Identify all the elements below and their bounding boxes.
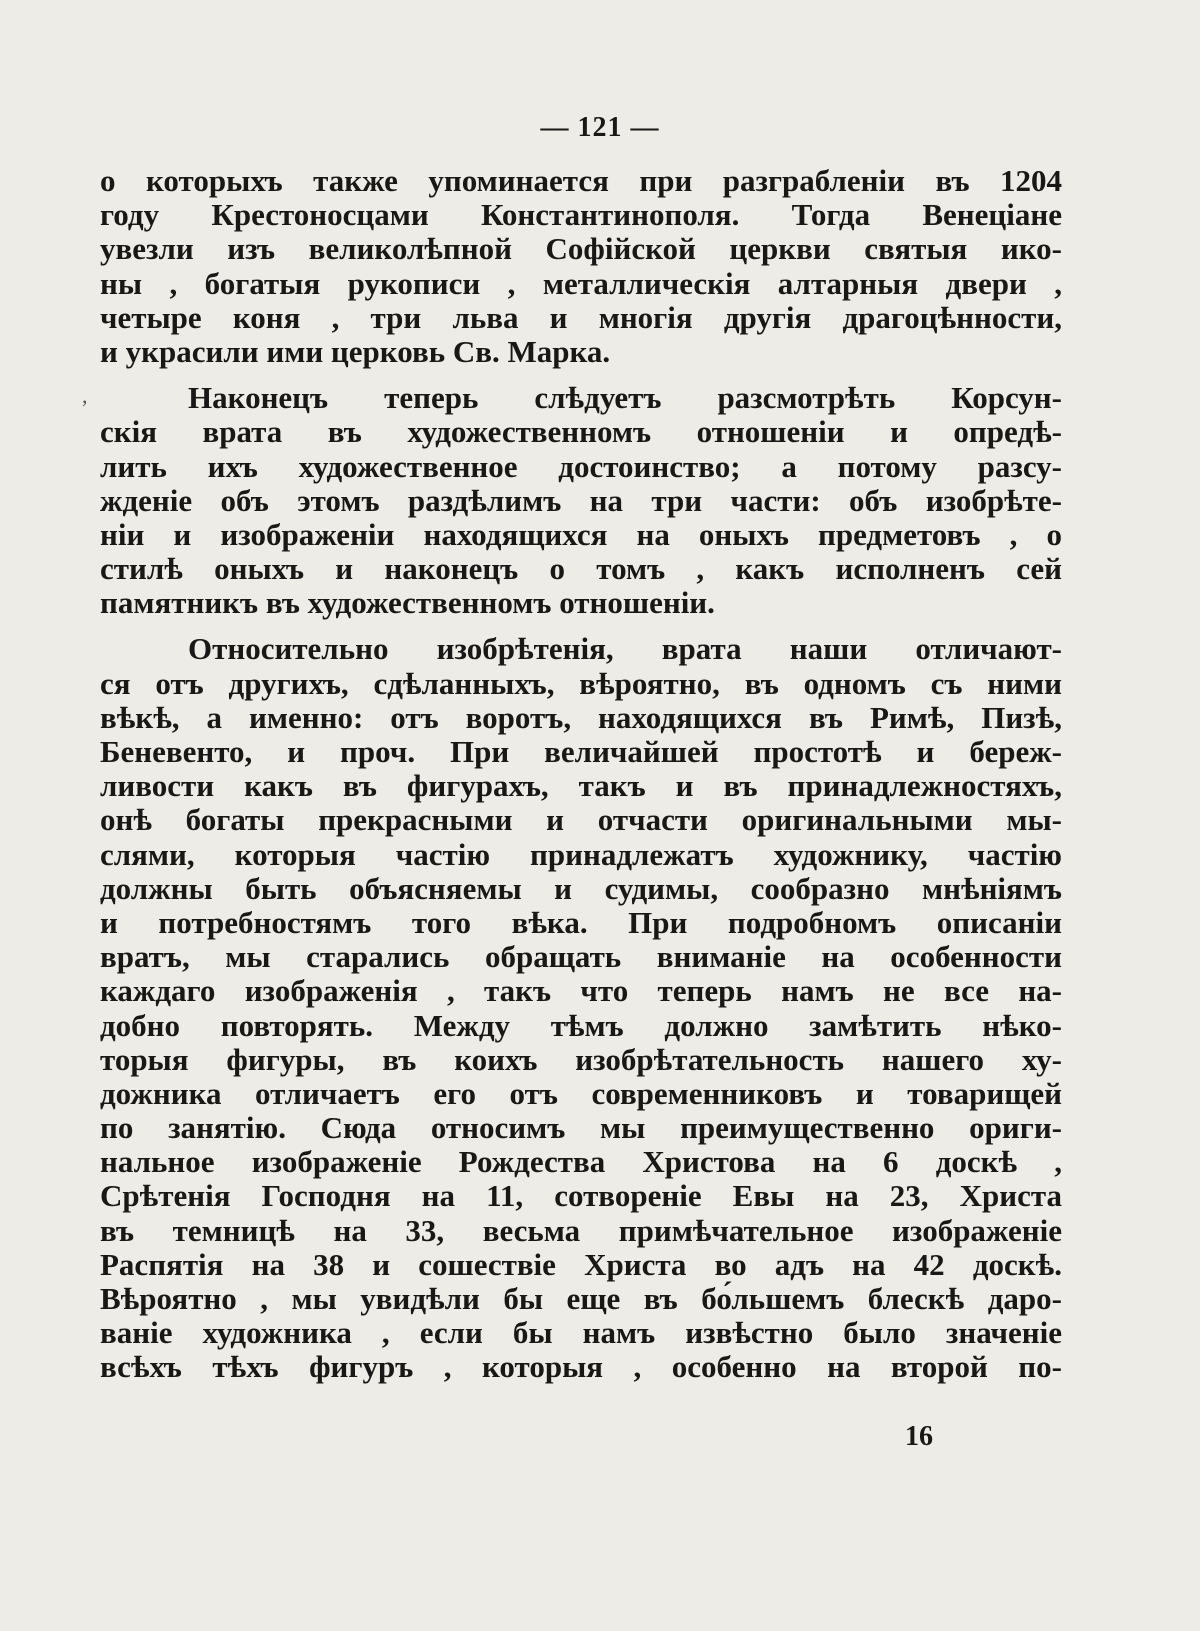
text-line: и украсили ими церковь Св. Марка. xyxy=(100,333,611,369)
text-line: ніи и изображеніи находящихся на оныхъ предметовъ , о xyxy=(100,516,1062,552)
paragraph-3 xyxy=(100,632,1062,1384)
text-line: ливости какъ въ фигурахъ, такъ и въ принадлежностяхъ, xyxy=(100,768,1062,804)
text-line: Относительно изобрѣтенія, врата наши отличают- xyxy=(188,631,1062,667)
text-line: каждаго изображенія , такъ что теперь намъ не все на- xyxy=(100,973,1062,1009)
text-line: ся отъ другихъ, сдѣланныхъ, вѣроятно, въ одномъ съ ними xyxy=(100,665,1062,701)
text-line: ны , богатыя рукописи , металлическія алтарныя двери , xyxy=(100,265,1062,301)
text-line: и потребностямъ того вѣка. При подробномъ описаніи xyxy=(100,904,1062,940)
text-line: всѣхъ тѣхъ фигуръ , которыя , особенно на второй по- xyxy=(100,1349,1062,1385)
text-line: по занятію. Сюда относимъ мы преимущественно ориги- xyxy=(100,1110,1062,1146)
text-line: о которыхъ также упоминается при разграбленіи въ 1204 xyxy=(100,163,1062,198)
body-text xyxy=(100,164,1062,1385)
text-line: онѣ богаты прекрасными и отчасти оригинальными мы- xyxy=(100,802,1062,838)
paragraph-1 xyxy=(100,164,1062,369)
text-line: году Крестоносцами Константинополя. Тогда Венеціане xyxy=(100,197,1062,233)
text-line: лить ихъ художественное достоинство; а потому разсу- xyxy=(100,448,1062,484)
text-line: стилѣ оныхъ и наконецъ о томъ , какъ исполненъ сей xyxy=(100,551,1062,587)
text-line: въ темницѣ на 33, весьма примѣчательное изображеніе xyxy=(100,1212,1062,1248)
text-line: торыя фигуры, въ коихъ изобрѣтательность нашего ху- xyxy=(100,1041,1062,1077)
page-number: — 121 — xyxy=(540,112,660,143)
text-line: Наконецъ теперь слѣдуетъ разсмотрѣть Корсун- xyxy=(188,380,1062,416)
text-line: Беневенто, и проч. При величайшей простотѣ и береж- xyxy=(100,734,1062,769)
text-line: четыре коня , три льва и многія другія драгоцѣнности, xyxy=(100,299,1062,335)
text-line: нальное изображеніе Рождества Христова на 6 доскѣ , xyxy=(100,1144,1062,1180)
margin-mark: , xyxy=(82,383,88,408)
text-line: ваніе художника , если бы намъ извѣстно было значеніе xyxy=(100,1315,1062,1351)
text-line: памятникъ въ художественномъ отношеніи. xyxy=(100,585,715,621)
text-line: скія врата въ художественномъ отношеніи и опредѣ- xyxy=(100,414,1062,450)
text-line: Срѣтенія Господня на 11, сотвореніе Евы на 23, Христа xyxy=(100,1178,1062,1214)
text-line: жденіе объ этомъ раздѣлимъ на три части: объ изобрѣте- xyxy=(100,482,1062,518)
text-line: вратъ, мы старались обращать вниманіе на особенности xyxy=(100,939,1062,975)
text-line: увезли изъ великолѣпной Софійской церкви святыя ико- xyxy=(100,231,1062,267)
signature-mark: 16 xyxy=(905,1421,933,1452)
text-line: должны быть объясняемы и судимы, сообразно мнѣніямъ xyxy=(100,870,1062,906)
paragraph-2 xyxy=(100,381,1062,620)
text-line: слями, которыя частію принадлежатъ художнику, частію xyxy=(100,836,1062,872)
text-line: Вѣроятно , мы увидѣли бы еще въ бо́льшемъ блескѣ даро- xyxy=(100,1281,1062,1316)
text-line: Распятія на 38 и сошествіе Христа во адъ на 42 доскѣ. xyxy=(100,1246,1062,1282)
text-line: дожника отличаетъ его отъ современниковъ и товарищей xyxy=(100,1075,1062,1111)
text-line: вѣкѣ, а именно: отъ воротъ, находящихся въ Римѣ, Пизѣ, xyxy=(100,699,1062,735)
text-line: добно повторять. Между тѣмъ должно замѣтить нѣко- xyxy=(100,1007,1062,1043)
